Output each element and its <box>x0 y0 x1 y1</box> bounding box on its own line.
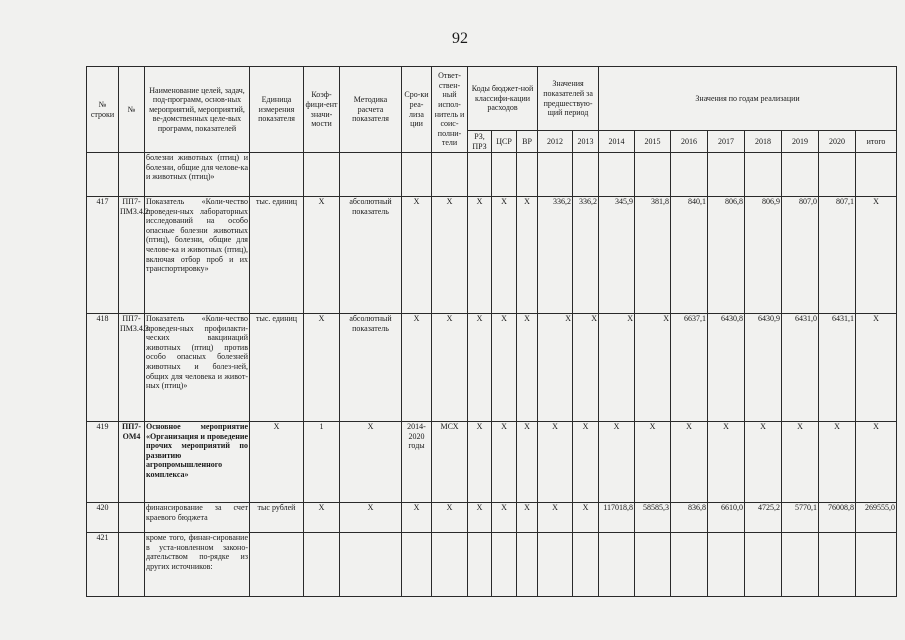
cell-2014 <box>599 153 635 197</box>
cell-2019: 6431,0 <box>782 314 819 422</box>
header-2016: 2016 <box>671 131 708 153</box>
cell-2018: 6430,9 <box>745 314 782 422</box>
cell-terms: X <box>402 503 432 533</box>
cell-vr: X <box>517 314 538 422</box>
cell-2017: 6610,0 <box>708 503 745 533</box>
cell-2013: 336,2 <box>573 197 599 314</box>
cell-csr: X <box>492 197 517 314</box>
cell-2020: 807,1 <box>819 197 856 314</box>
cell-vr <box>517 153 538 197</box>
cell-csr: X <box>492 503 517 533</box>
cell-terms: X <box>402 197 432 314</box>
cell-vr <box>517 533 538 597</box>
cell-no: ПП7-ПМЗ.4.3 <box>119 314 145 422</box>
cell-2018: 4725,2 <box>745 503 782 533</box>
cell-coef <box>304 153 340 197</box>
header-unit: Единица измерения показателя <box>250 67 304 153</box>
cell-rz: X <box>468 422 492 503</box>
header-terms: Сро-ки реа-лиза ции <box>402 67 432 153</box>
cell-2013: X <box>573 422 599 503</box>
cell-2014: X <box>599 422 635 503</box>
cell-csr: X <box>492 314 517 422</box>
cell-2015: 381,8 <box>635 197 671 314</box>
cell-2012 <box>538 533 573 597</box>
cell-responsible: X <box>432 314 468 422</box>
cell-2012 <box>538 153 573 197</box>
cell-2019: 5770,1 <box>782 503 819 533</box>
cell-csr <box>492 153 517 197</box>
cell-row-no: 421 <box>87 533 119 597</box>
cell-total <box>856 153 897 197</box>
cell-terms: X <box>402 314 432 422</box>
cell-csr: X <box>492 422 517 503</box>
cell-2014 <box>599 533 635 597</box>
cell-2012: X <box>538 422 573 503</box>
cell-csr <box>492 533 517 597</box>
cell-2012: 336,2 <box>538 197 573 314</box>
header-years-values: Значения по годам реализации <box>599 67 897 131</box>
cell-name: Показатель «Коли-чество проведен-ных лабораторных исследований на особо опасные болезни животных (птиц), болезни, общие для челове-ка и животных (птиц), включая отбор проб и их транспортировку» <box>145 197 250 314</box>
cell-2017: 806,8 <box>708 197 745 314</box>
cell-method: X <box>340 422 402 503</box>
cell-terms <box>402 533 432 597</box>
cell-method: абсолютный показатель <box>340 197 402 314</box>
cell-2015 <box>635 533 671 597</box>
cell-2017 <box>708 533 745 597</box>
cell-2019: X <box>782 422 819 503</box>
cell-responsible <box>432 153 468 197</box>
cell-2020: X <box>819 422 856 503</box>
cell-2017 <box>708 153 745 197</box>
header-prev-values: Значения показателей за предшествую-щий период <box>538 67 599 131</box>
cell-2016: 836,8 <box>671 503 708 533</box>
cell-total: X <box>856 314 897 422</box>
cell-rz: X <box>468 503 492 533</box>
cell-unit <box>250 153 304 197</box>
cell-name: Показатель «Коли-чество проведен-ных профилакти-ческих вакцинаций животных (птиц) против особо опасных болезней животных и болез-ней, общих для человека и живот-ных (птиц)» <box>145 314 250 422</box>
cell-2018: X <box>745 422 782 503</box>
cell-2018 <box>745 533 782 597</box>
cell-vr: X <box>517 503 538 533</box>
header-total: итого <box>856 131 897 153</box>
cell-rz <box>468 153 492 197</box>
cell-coef: X <box>304 503 340 533</box>
cell-unit: тыс. единиц <box>250 314 304 422</box>
cell-2019 <box>782 153 819 197</box>
cell-coef: 1 <box>304 422 340 503</box>
cell-row-no: 418 <box>87 314 119 422</box>
cell-2020 <box>819 153 856 197</box>
cell-2013 <box>573 533 599 597</box>
cell-no <box>119 503 145 533</box>
table-row <box>87 197 897 314</box>
cell-row-no: 420 <box>87 503 119 533</box>
cell-unit: тыс рублей <box>250 503 304 533</box>
cell-2019 <box>782 533 819 597</box>
cell-unit: тыс. единиц <box>250 197 304 314</box>
cell-vr: X <box>517 422 538 503</box>
table-row <box>87 153 897 197</box>
cell-2013: X <box>573 314 599 422</box>
header-2017: 2017 <box>708 131 745 153</box>
cell-rz: X <box>468 197 492 314</box>
cell-vr: X <box>517 197 538 314</box>
table-row <box>87 422 897 503</box>
cell-2015: X <box>635 314 671 422</box>
cell-2019: 807,0 <box>782 197 819 314</box>
header-row-no: № строки <box>87 67 119 153</box>
cell-name: кроме того, финан-сирование в уста-новленном законо-дательством по-рядке из других источников: <box>145 533 250 597</box>
cell-2014: 345,9 <box>599 197 635 314</box>
cell-2018: 806,9 <box>745 197 782 314</box>
cell-2013 <box>573 153 599 197</box>
cell-total <box>856 533 897 597</box>
header-name: Наименование целей, задач, под-программ, основ-ных мероприятий, мероприятий, ве-домственных целе-вых программ, показателей <box>145 67 250 153</box>
cell-no <box>119 533 145 597</box>
cell-name: болезни животных (птиц) и болезни, общие для челове-ка и животных (птиц)» <box>145 153 250 197</box>
cell-2016: 840,1 <box>671 197 708 314</box>
header-csr: ЦСР <box>492 131 517 153</box>
table-row <box>87 314 897 422</box>
cell-2020: 6431,1 <box>819 314 856 422</box>
cell-terms: 2014-2020 годы <box>402 422 432 503</box>
cell-name: финансирование за счет краевого бюджета <box>145 503 250 533</box>
cell-coef <box>304 533 340 597</box>
cell-2012: X <box>538 314 573 422</box>
cell-coef: X <box>304 197 340 314</box>
header-method: Методика расчета показателя <box>340 67 402 153</box>
table-row <box>87 533 897 597</box>
cell-row-no: 417 <box>87 197 119 314</box>
cell-total: 269555,0 <box>856 503 897 533</box>
cell-responsible: X <box>432 197 468 314</box>
cell-method: X <box>340 503 402 533</box>
cell-terms <box>402 153 432 197</box>
cell-unit: X <box>250 422 304 503</box>
cell-rz: X <box>468 314 492 422</box>
cell-responsible: X <box>432 503 468 533</box>
cell-2020 <box>819 533 856 597</box>
cell-2016 <box>671 153 708 197</box>
cell-row-no: 419 <box>87 422 119 503</box>
cell-2014: 117018,8 <box>599 503 635 533</box>
cell-no <box>119 153 145 197</box>
cell-2017: X <box>708 422 745 503</box>
header-coef: Коэф-фици-ент значи-мости <box>304 67 340 153</box>
cell-2012: X <box>538 503 573 533</box>
cell-2015: X <box>635 422 671 503</box>
cell-method: абсолютный показатель <box>340 314 402 422</box>
header-responsible: Ответ-ствен-ный испол-нитель и соис-полни-тели <box>432 67 468 153</box>
header-2020: 2020 <box>819 131 856 153</box>
cell-2016 <box>671 533 708 597</box>
cell-no: ПП7-ПМЗ.4.2 <box>119 197 145 314</box>
header-2013: 2013 <box>573 131 599 153</box>
indicators-table <box>86 66 897 597</box>
cell-method <box>340 153 402 197</box>
cell-name: Основное мероприятие «Организация и проведение прочих мероприятий по развитию агропромышленного комплекса» <box>145 422 250 503</box>
header-2018: 2018 <box>745 131 782 153</box>
header-2015: 2015 <box>635 131 671 153</box>
cell-row-no <box>87 153 119 197</box>
page-number: 92 <box>452 30 468 47</box>
header-rz: РЗ, ПРЗ <box>468 131 492 153</box>
header-budget-codes: Коды бюджет-ной классифи-кации расходов <box>468 67 538 131</box>
cell-no: ПП7-ОМ4 <box>119 422 145 503</box>
cell-coef: X <box>304 314 340 422</box>
cell-2017: 6430,8 <box>708 314 745 422</box>
header-2012: 2012 <box>538 131 573 153</box>
cell-total: X <box>856 197 897 314</box>
table-row <box>87 503 897 533</box>
cell-2016: X <box>671 422 708 503</box>
header-vr: ВР <box>517 131 538 153</box>
cell-2013: X <box>573 503 599 533</box>
cell-responsible: МСХ <box>432 422 468 503</box>
cell-rz <box>468 533 492 597</box>
cell-2014: X <box>599 314 635 422</box>
header-2019: 2019 <box>782 131 819 153</box>
cell-2018 <box>745 153 782 197</box>
cell-2015 <box>635 153 671 197</box>
cell-responsible <box>432 533 468 597</box>
header-2014: 2014 <box>599 131 635 153</box>
cell-total: X <box>856 422 897 503</box>
cell-method <box>340 533 402 597</box>
cell-2016: 6637,1 <box>671 314 708 422</box>
cell-2015: 58585,3 <box>635 503 671 533</box>
cell-unit <box>250 533 304 597</box>
cell-2020: 76008,8 <box>819 503 856 533</box>
header-no: № <box>119 67 145 153</box>
